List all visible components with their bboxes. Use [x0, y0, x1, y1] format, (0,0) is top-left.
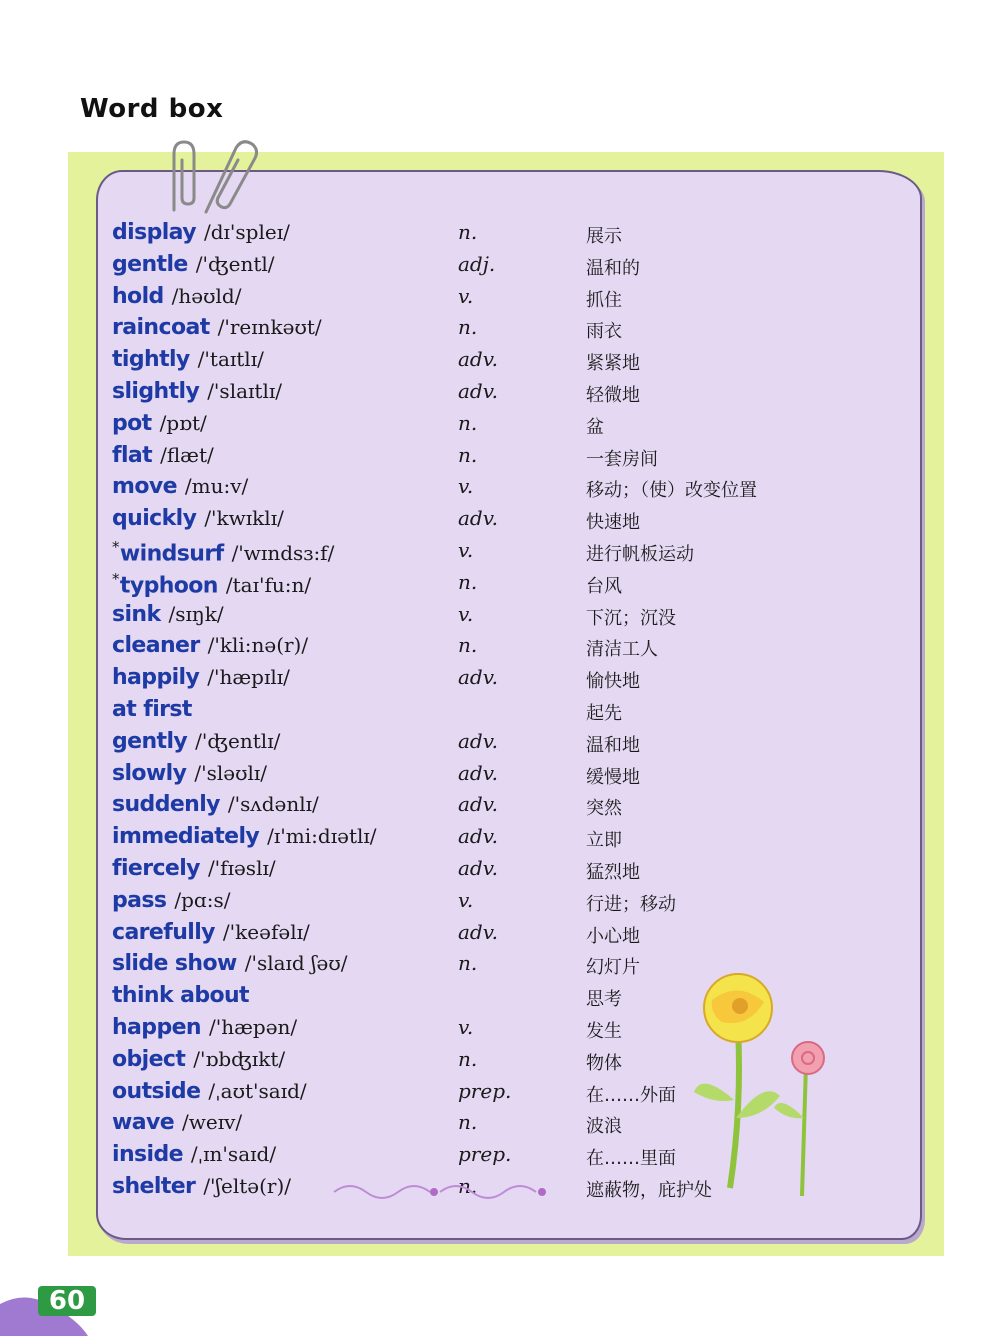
- entry-phonetic: /'fɪəslɪ/: [207, 856, 276, 880]
- entry-word: display: [112, 220, 196, 245]
- entry-word: pass: [112, 887, 167, 913]
- entry-part-of-speech: adv.: [458, 347, 499, 372]
- paperclip-icon: [196, 138, 266, 218]
- word-entry: [112, 792, 832, 824]
- entry-meaning: 下沉；沉没: [586, 607, 676, 629]
- entry-phonetic: /'slaɪtlɪ/: [207, 379, 282, 403]
- entry-part-of-speech: v.: [458, 283, 474, 308]
- entry-phonetic: /'hæpən/: [209, 1015, 298, 1039]
- entry-phonetic: /'sʌdənlɪ/: [227, 792, 319, 817]
- entry-word: cleaner: [112, 633, 200, 659]
- entry-term: [112, 792, 319, 817]
- entry-word: suddenly: [112, 792, 220, 818]
- entry-meaning: 温和的: [586, 257, 640, 279]
- entry-part-of-speech: prep.: [458, 1078, 512, 1103]
- entry-phonetic: /'wɪndsɜ:f/: [231, 541, 335, 566]
- entry-phonetic: /'ɒbʤɪkt/: [193, 1046, 286, 1071]
- word-entry: [112, 220, 832, 252]
- entry-word: wave: [112, 1110, 175, 1136]
- entry-phonetic: /mu:v/: [184, 474, 249, 499]
- entry-term: [112, 1079, 307, 1104]
- entry-term: [112, 951, 348, 976]
- word-entry: [112, 729, 832, 761]
- entry-meaning: 物体: [586, 1052, 622, 1074]
- entry-term: [112, 824, 377, 849]
- entry-term: [112, 1110, 242, 1135]
- entry-part-of-speech: adv.: [458, 379, 499, 403]
- entry-word: slowly: [112, 760, 187, 786]
- entry-phonetic: /'taɪtlɪ/: [197, 347, 264, 372]
- entry-meaning: 缓慢地: [586, 766, 640, 788]
- entry-phonetic: /həʊld/: [171, 283, 242, 308]
- entry-word: slightly: [112, 379, 200, 404]
- entry-meaning: 进行帆板运动: [586, 544, 694, 565]
- entry-term: [112, 506, 284, 531]
- entry-word: think about: [112, 983, 249, 1009]
- entry-word: outside: [112, 1078, 201, 1104]
- entry-phonetic: /ˌaʊt'saɪd/: [208, 1078, 307, 1103]
- entry-part-of-speech: n.: [458, 1110, 478, 1135]
- entry-meaning: 清洁工人: [586, 639, 658, 661]
- flower-illustration: [676, 968, 826, 1198]
- entry-part-of-speech: adv.: [458, 506, 499, 531]
- word-entry: [112, 570, 832, 602]
- entry-term: [112, 315, 322, 340]
- entry-word: pot: [112, 410, 152, 436]
- entry-term: [112, 570, 311, 598]
- word-entry: [112, 697, 832, 729]
- entry-word: gently: [112, 728, 188, 754]
- entry-word: carefully: [112, 919, 215, 945]
- word-entry: [112, 665, 832, 697]
- entry-part-of-speech: v.: [458, 1015, 474, 1039]
- entry-phonetic: /flæt/: [160, 442, 214, 467]
- word-entry: [112, 761, 832, 793]
- word-entry: [112, 252, 832, 284]
- entry-meaning: 遮蔽物，庇护处: [586, 1180, 712, 1201]
- entry-phonetic: /'ʤentl/: [195, 251, 275, 276]
- entry-part-of-speech: adv.: [458, 919, 499, 944]
- entry-term: [112, 856, 276, 881]
- entry-term: [112, 379, 282, 404]
- entry-meaning: 雨衣: [586, 321, 622, 343]
- entry-term: [112, 983, 249, 1008]
- entry-phonetic: /'kli:nə(r)/: [207, 633, 309, 658]
- entry-meaning: 突然: [586, 798, 622, 820]
- page-title: Word box: [80, 94, 224, 124]
- entry-term: [112, 474, 248, 499]
- word-entry: [112, 633, 832, 665]
- word-entry: [112, 538, 832, 570]
- word-entry: [112, 443, 832, 475]
- entry-part-of-speech: n.: [458, 1046, 478, 1071]
- word-entry: [112, 602, 832, 634]
- entry-term: [112, 443, 214, 468]
- entry-phonetic: /pɒt/: [159, 410, 207, 435]
- entry-part-of-speech: n.: [458, 315, 478, 340]
- entry-term: [112, 538, 334, 566]
- entry-term: [112, 633, 308, 658]
- entry-part-of-speech: adj.: [458, 251, 496, 276]
- entry-phonetic: /taɪ'fu:n/: [225, 573, 312, 598]
- entry-phonetic: /'hæpɪlɪ/: [207, 665, 290, 690]
- word-entry: [112, 824, 832, 856]
- entry-term: [112, 761, 267, 786]
- entry-part-of-speech: n.: [458, 442, 478, 467]
- entry-phonetic: /'kwɪklɪ/: [204, 506, 284, 531]
- entry-part-of-speech: n.: [458, 220, 478, 244]
- entry-term: [112, 1015, 297, 1040]
- entry-phonetic: /ˌɪn'saɪd/: [190, 1142, 277, 1167]
- entry-meaning: 发生: [586, 1021, 622, 1042]
- entry-phonetic: /dɪ'spleɪ/: [203, 220, 290, 244]
- entry-part-of-speech: n.: [458, 410, 478, 435]
- entry-word: inside: [112, 1142, 183, 1168]
- entry-term: [112, 1142, 276, 1167]
- entry-term: [112, 697, 192, 722]
- word-entry: [112, 347, 832, 379]
- entry-meaning: 盆: [586, 416, 604, 438]
- entry-meaning: 台风: [586, 575, 622, 597]
- entry-meaning: 思考: [586, 989, 622, 1011]
- entry-part-of-speech: adv.: [458, 760, 499, 785]
- entry-word: sink: [112, 601, 161, 627]
- entry-part-of-speech: adv.: [458, 728, 499, 753]
- entry-term: [112, 729, 280, 754]
- entry-term: [112, 411, 207, 436]
- entry-part-of-speech: n.: [458, 569, 478, 594]
- entry-word: slide show: [112, 951, 237, 977]
- entry-part-of-speech: adv.: [458, 824, 499, 849]
- entry-part-of-speech: adv.: [458, 792, 499, 817]
- entry-meaning: 波浪: [586, 1116, 622, 1138]
- entry-word: hold: [112, 283, 164, 309]
- asterisk-mark: *: [112, 569, 119, 588]
- entry-word: gentle: [112, 251, 188, 277]
- entry-term: [112, 284, 241, 309]
- word-entry: [112, 506, 832, 538]
- entry-phonetic: /'ʃeltə(r)/: [203, 1174, 291, 1198]
- page-number: 60: [38, 1286, 96, 1316]
- entry-phonetic: /weɪv/: [182, 1110, 243, 1135]
- entry-word: immediately: [112, 824, 260, 850]
- entry-part-of-speech: n.: [458, 951, 478, 976]
- entry-word: raincoat: [112, 315, 210, 341]
- entry-meaning: 轻微地: [586, 385, 640, 406]
- decorative-swirl: [330, 1178, 590, 1204]
- entry-term: [112, 920, 310, 945]
- entry-part-of-speech: v.: [458, 538, 474, 562]
- entry-meaning: 愉快地: [586, 671, 640, 693]
- entry-phonetic: /'sləʊlɪ/: [194, 760, 268, 785]
- entry-phonetic: /pɑ:s/: [174, 887, 231, 912]
- entry-word: quickly: [112, 506, 197, 532]
- entry-part-of-speech: adv.: [458, 665, 499, 690]
- entry-meaning: 起先: [586, 703, 622, 724]
- entry-meaning: 快速地: [586, 512, 640, 534]
- entry-meaning: 抓住: [586, 289, 622, 311]
- entry-meaning: 行进；移动: [586, 893, 676, 915]
- word-entry: [112, 856, 832, 888]
- entry-term: [112, 888, 230, 913]
- entry-meaning: 立即: [586, 830, 622, 852]
- word-entry: [112, 284, 832, 316]
- entry-term: [112, 1174, 291, 1199]
- entry-phonetic: /'ʤentlɪ/: [195, 728, 281, 753]
- entry-word: happen: [112, 1015, 201, 1040]
- entry-meaning: 幻灯片: [586, 957, 640, 979]
- word-entry: [112, 315, 832, 347]
- entry-term: [112, 665, 290, 690]
- entry-meaning: 展示: [586, 226, 622, 247]
- entry-word: shelter: [112, 1174, 196, 1199]
- entry-meaning: 猛烈地: [586, 862, 640, 883]
- entry-phonetic: /'reɪnkəʊt/: [217, 315, 322, 340]
- entry-part-of-speech: prep.: [458, 1142, 512, 1167]
- entry-part-of-speech: v.: [458, 887, 474, 912]
- entry-part-of-speech: n.: [458, 633, 478, 658]
- word-entry: [112, 888, 832, 920]
- entry-word: typhoon: [119, 573, 218, 599]
- entry-term: [112, 220, 290, 245]
- entry-phonetic: /'slaɪd ʃəʊ/: [244, 951, 348, 976]
- entry-word: at first: [112, 697, 192, 722]
- asterisk-mark: *: [112, 538, 119, 556]
- word-entry: [112, 474, 832, 506]
- entry-word: move: [112, 474, 177, 500]
- entry-word: happily: [112, 665, 200, 691]
- entry-part-of-speech: v.: [458, 474, 474, 499]
- entry-phonetic: /sɪŋk/: [168, 601, 224, 626]
- entry-meaning: 温和地: [586, 734, 640, 756]
- entry-meaning: 移动；（使）改变位置: [586, 480, 757, 502]
- word-entry: [112, 379, 832, 411]
- entry-word: windsurf: [119, 541, 224, 567]
- entry-word: flat: [112, 442, 153, 468]
- entry-word: object: [112, 1046, 186, 1072]
- entry-meaning: 一套房间: [586, 448, 658, 470]
- entry-word: fiercely: [112, 856, 200, 881]
- entry-part-of-speech: adv.: [458, 856, 499, 880]
- entry-meaning: 紧紧地: [586, 353, 640, 375]
- entry-meaning: 在……里面: [586, 1148, 676, 1170]
- entry-term: [112, 347, 264, 372]
- entry-term: [112, 1047, 285, 1072]
- entry-part-of-speech: n.: [458, 1174, 478, 1198]
- entry-phonetic: /'keəfəlɪ/: [222, 919, 310, 944]
- entry-part-of-speech: v.: [458, 601, 474, 626]
- entry-phonetic: /ɪ'mi:dɪətlɪ/: [267, 824, 377, 849]
- entry-word: tightly: [112, 347, 190, 373]
- entry-meaning: 小心地: [586, 925, 640, 947]
- word-entry: [112, 411, 832, 443]
- entry-meaning: 在……外面: [586, 1084, 676, 1106]
- entry-term: [112, 252, 275, 277]
- entry-term: [112, 602, 224, 627]
- word-entry: [112, 920, 832, 952]
